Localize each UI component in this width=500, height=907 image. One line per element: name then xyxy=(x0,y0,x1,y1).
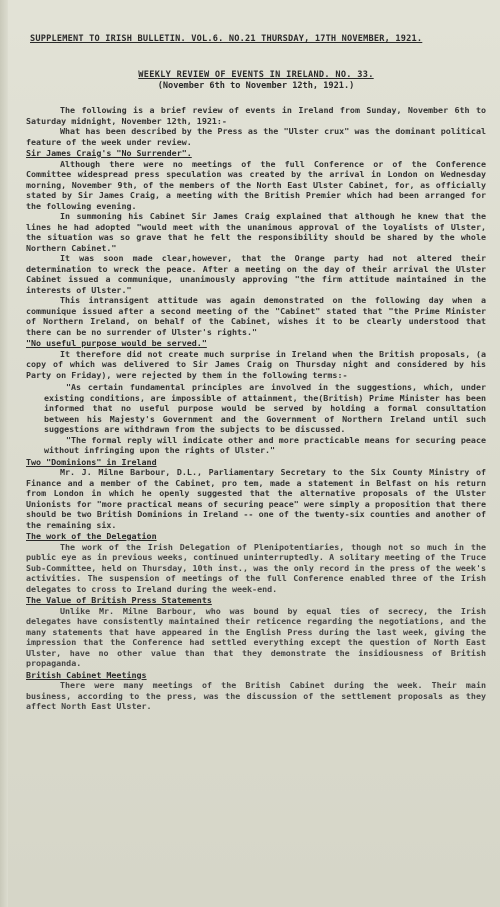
intro-paragraph: What has been described by the Press as the "Ulster crux" was the dominant political feature of the week under review. xyxy=(26,126,486,147)
quoted-reply: "The formal reply will indicate other and more practicable means for securing peace without infringing upon the rights of Ulster." xyxy=(44,434,486,455)
paragraph: The work of the Irish Delegation of Plenipotentiaries, though not so much in the public eye as in previous weeks, continued uninterruptedly. A solitary meeting of the Truce Sub-Committee, held on Thursday, 10th inst., was the only record in the press of the week's activities. The suspension of meetings of the full Conference enabled three of the Irish delegates to cross to Ireland during the week-end. xyxy=(26,541,486,594)
paragraph: This intransigent attitude was again demonstrated on the following day when a communique issued after a second meeting of the "Cabinet" stated that "the Prime Minister of Northern Ireland, on behalf of the Cabinet, wishes it to be clearly understood that there can be no surrender of Ulster's rights." xyxy=(26,295,486,337)
section-heading: Two "Dominions" in Ireland xyxy=(26,456,157,467)
bulletin-header: SUPPLEMENT TO IRISH BULLETIN. VOL.6. NO.21 THURSDAY, 17TH NOVEMBER, 1921. xyxy=(30,34,423,44)
document-body xyxy=(26,105,486,712)
section-heading: Sir James Craig's "No Surrender". xyxy=(26,148,192,158)
paragraph: Although there were no meetings of the full Conference or of the Conference Committee widespread press speculation was created by the arrival in London on Wednesday morning, November 9th, of the members of the North East Ulster Cabinet, for, as officially stated by Sir James Craig, a meeting with the British Premier which had been arranged for the following evening. xyxy=(26,158,486,211)
quoted-reply: "As certain fundamental principles are involved in the suggestions, which, under existing conditions, are impossible of attainment, the(British) Prime Minister has been informed that no useful purpose would be served by holding a formal consultation between his Majesty's Government and the Government of Northern Ireland until such suggestions are withdrawn from the subjects to be discussed. xyxy=(44,382,486,434)
paragraph: It therefore did not create much surprise in Ireland when the British proposals, (a copy of which was delivered to Sir James Craig on Thursday night and considered by his Party on Friday), were rejected by them in the following terms:- xyxy=(26,348,486,380)
section-heading: The work of the Delegation xyxy=(26,531,157,541)
section-heading: The Value of British Press Statements xyxy=(26,595,212,605)
paragraph: There were many meetings of the British Cabinet during the week. Their main business, according to the press, was the discussion of the settlement proposals as they affect North East Ulster. xyxy=(26,680,486,711)
paragraph: Unlike Mr. Milne Barbour, who was bound by equal ties of secrecy, the Irish delegates have consistently maintained their reticence regarding the negotiations, and the many statements that have appeared in the English Press during the last week, giving the impression that the Conference had settled everything except the question of North East Ulster, have no other value than that they demonstrate the insidiousness of British propaganda. xyxy=(26,605,486,668)
paragraph: Mr. J. Milne Barbour, D.L., Parliamentary Secretary to the Six County Ministry of Finance and a member of the Cabinet, pro tem, made a statement in Belfast on his return from London in which he openly suggested that the alternative proposals of the Ulster Unionists for "more practical means of securing peace" were simply a proposition that there should be two British Dominions in Ireland -- one of the twenty-six counties and another of the remaining six. xyxy=(26,467,486,530)
section-heading: British Cabinet Meetings xyxy=(26,669,147,680)
section-heading: "No useful purpose would be served." xyxy=(26,338,207,348)
intro-paragraph: The following is a brief review of events in Ireland from Sunday, November 6th to Saturday midnight, November 12th, 1921:- xyxy=(26,105,486,126)
review-date-range: (November 6th to November 12th, 1921.) xyxy=(157,81,355,91)
review-title: WEEKLY REVIEW OF EVENTS IN IRELAND. NO. 33. xyxy=(138,70,374,80)
paragraph: It was soon made clear,however, that the Orange party had not altered their determination to wreck the peace. After a meeting on the day of their arrival the Ulster Cabinet issued a communique, unanimously approving "the firm attitude maintained in the interests of Ulster." xyxy=(26,253,486,295)
paragraph: In summoning his Cabinet Sir James Craig explained that although he knew that the lines he had adopted "would meet with the unanimous approval of the loyalists of Ulster, the situation was so grave that he felt the responsibility should be shared by the whole Northern Cabinet." xyxy=(26,211,486,253)
